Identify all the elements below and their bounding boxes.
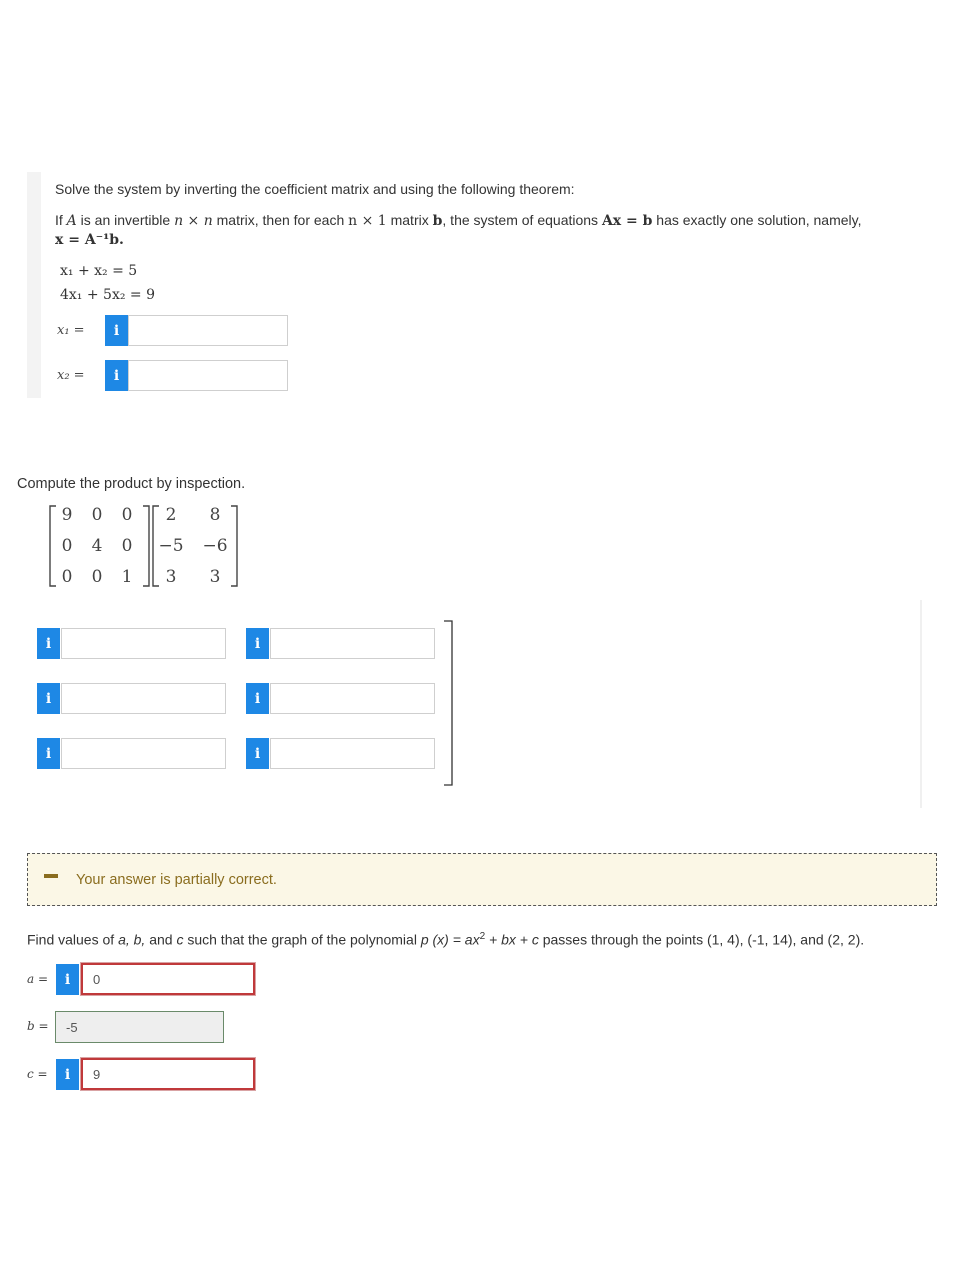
question-gutter (27, 172, 41, 398)
matrix-a-cell: 4 (91, 536, 103, 556)
answer-info-button[interactable] (246, 628, 269, 659)
matrix-a-cell: 0 (61, 536, 73, 556)
problem2-prompt: Compute the product by inspection. (17, 476, 246, 492)
x2-input[interactable] (128, 360, 288, 391)
c-label: c = (27, 1067, 48, 1081)
matrix-a-cell: 0 (91, 567, 103, 587)
equation-1: x₁ + x₂ = 5 (60, 263, 138, 279)
info-icon: i (113, 322, 120, 339)
info-icon: i (45, 745, 52, 762)
c-info-button[interactable] (56, 1059, 79, 1090)
problem1-intro: Solve the system by inverting the coefficient matrix and using the following theorem: (55, 181, 575, 197)
info-icon: i (254, 745, 261, 762)
info-icon: i (45, 690, 52, 707)
matrix-b-cell: 3 (209, 567, 221, 587)
product-cell-r3c2[interactable] (270, 738, 435, 769)
matrix-b-cell: −6 (202, 536, 228, 556)
problem3-prompt: Find values of a, b, and c such that the graph of the polynomial p $(x) = ax^2$ + bx + c passes through the points (1, 4), (-1, 14), and (2, 2). (27, 931, 865, 948)
answer-info-button[interactable] (37, 738, 60, 769)
answer-info-button[interactable] (246, 683, 269, 714)
product-cell-r3c1[interactable] (61, 738, 226, 769)
matrix-b-cell: 8 (209, 505, 221, 525)
a-label: a = (27, 972, 49, 986)
info-icon: i (113, 367, 120, 384)
feedback-message: Your answer is partially correct. (76, 872, 277, 888)
a-info-button[interactable] (56, 964, 79, 995)
product-cell-r2c1[interactable] (61, 683, 226, 714)
info-icon: i (64, 1066, 71, 1083)
b-label: b = (27, 1019, 49, 1033)
equation-2: 4x₁ + 5x₂ = 9 (60, 287, 155, 303)
info-icon: i (254, 690, 261, 707)
answer-info-button[interactable] (246, 738, 269, 769)
info-icon: i (45, 635, 52, 652)
answer-info-button[interactable] (37, 628, 60, 659)
x1-label: x₁ = (57, 323, 85, 338)
matrix-a-cell: 1 (121, 567, 133, 587)
minus-icon (44, 874, 58, 878)
x1-input[interactable] (128, 315, 288, 346)
problem1-theorem-line2: x = A⁻¹b. (55, 232, 124, 248)
answer-info-button[interactable] (37, 683, 60, 714)
x1-info-button[interactable] (105, 315, 128, 346)
product-cell-r1c2[interactable] (270, 628, 435, 659)
product-cell-r1c1[interactable] (61, 628, 226, 659)
matrix-a-cell: 0 (121, 505, 133, 525)
info-icon: i (64, 971, 71, 988)
matrix-a-cell: 0 (121, 536, 133, 556)
product-cell-r2c2[interactable] (270, 683, 435, 714)
feedback-banner (27, 853, 937, 906)
b-input[interactable]: -5 (55, 1011, 224, 1043)
x2-info-button[interactable] (105, 360, 128, 391)
problem1-theorem-line1: If A is an invertible n × n matrix, then for each n × 1 matrix b, the system of equations Ax = b has exactly one solution, namely, (55, 212, 862, 229)
x2-label: x₂ = (57, 368, 85, 383)
matrix-a-cell: 0 (61, 567, 73, 587)
matrix-a-cell: 9 (61, 505, 73, 525)
answer-right-bracket (440, 618, 460, 790)
matrix-b-cell: 2 (165, 505, 177, 525)
matrix-b-cell: 3 (165, 567, 177, 587)
matrix-b-cell: −5 (158, 536, 184, 556)
c-input[interactable]: 9 (81, 1058, 255, 1090)
matrix-a-cell: 0 (91, 505, 103, 525)
panel-divider (920, 600, 922, 808)
info-icon: i (254, 635, 261, 652)
a-input[interactable]: 0 (81, 963, 255, 995)
